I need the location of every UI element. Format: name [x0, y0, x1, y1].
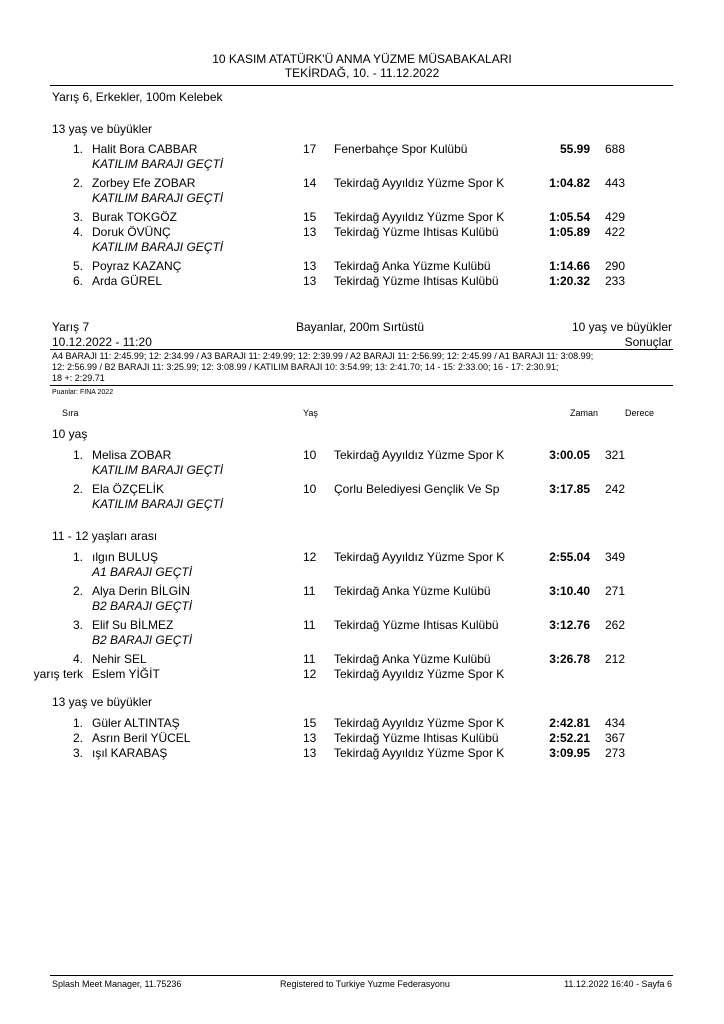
document-title: 10 KASIM ATATÜRK'Ü ANMA YÜZME MÜSABAKALARI — [212, 52, 512, 66]
swimmer-name: ışıl KARABAŞ — [92, 746, 168, 760]
swimmer-name: Güler ALTINTAŞ — [92, 716, 180, 730]
result-rank: 2. — [72, 731, 83, 745]
race7-status: Sonuçlar — [624, 335, 672, 349]
club-name: Tekirdağ Anka Yüzme Kulübü — [334, 652, 491, 666]
result-time: 55.99 — [559, 142, 590, 156]
result-rank: 4. — [72, 225, 83, 239]
swimmer-name: ılgın BULUŞ — [92, 550, 159, 564]
swimmer-age: 14 — [303, 176, 317, 190]
club-name: Tekirdağ Ayyıldız Yüzme Spor K — [334, 448, 505, 462]
qualification-note: B2 BARAJI GEÇTİ — [92, 633, 193, 647]
qualification-note: KATILIM BARAJI GEÇTİ — [92, 191, 224, 205]
qualification-note: B2 BARAJI GEÇTİ — [92, 599, 193, 613]
swimmer-age: 10 — [303, 448, 317, 462]
result-time: 2:42.81 — [549, 716, 590, 730]
result-time: 1:14.66 — [549, 259, 590, 273]
club-name: Tekirdağ Ayyıldız Yüzme Spor K — [334, 210, 505, 224]
swimmer-age: 12 — [303, 550, 317, 564]
result-points: 429 — [605, 210, 626, 224]
result-points: 349 — [605, 550, 626, 564]
club-name: Tekirdağ Yüzme Ihtisas Kulübü — [334, 731, 499, 745]
result-rank: 1. — [72, 448, 83, 462]
limit-line-1: A4 BARAJI 11: 2:45.99; 12: 2:34.99 / A3 BARAJI 11: 2:49.99; 12: 2:39.99 / A2 BARAJI 11: 2:56.99; 12: 2:45.99 / A1 BARAJI 11: 3:08.99; — [52, 351, 594, 361]
club-name: Tekirdağ Ayyıldız Yüzme Spor K — [334, 746, 505, 760]
swimmer-name: Elif Su BİLMEZ — [92, 618, 174, 632]
result-points: 242 — [605, 482, 626, 496]
swimmer-age: 11 — [303, 652, 316, 666]
club-name: Tekirdağ Yüzme Ihtisas Kulübü — [334, 225, 499, 239]
age-group-label: 13 yaş ve büyükler — [52, 695, 153, 709]
result-rank: 4. — [72, 652, 83, 666]
swimmer-name: Nehir SEL — [92, 652, 147, 666]
race7-datetime: 10.12.2022 - 11:20 — [52, 335, 152, 349]
result-rank: yarış terk — [33, 667, 83, 681]
qualification-note: KATILIM BARAJI GEÇTİ — [92, 497, 224, 511]
club-name: Tekirdağ Yüzme Ihtisas Kulübü — [334, 618, 499, 632]
club-name: Fenerbahçe Spor Kulübü — [334, 142, 468, 156]
swimmer-name: Asrın Beril YÜCEL — [92, 731, 191, 745]
footer-divider — [50, 975, 673, 976]
footer-software: Splash Meet Manager, 11.75236 — [52, 979, 182, 989]
club-name: Tekirdağ Yüzme Ihtisas Kulübü — [334, 274, 499, 288]
result-time: 3:17.85 — [549, 482, 590, 496]
qualification-note: KATILIM BARAJI GEÇTİ — [92, 240, 224, 254]
limit-line-2: 12: 2:56.99 / B2 BARAJI 11: 3:25.99; 12: 3:08.99 / KATILIM BARAJI 10: 3:54.99; 13: 2:41.70; 14 - 15: 2:33.00; 16 - 17: 2:30.91; — [52, 362, 559, 372]
race7-category: 10 yaş ve büyükler — [571, 320, 672, 334]
swimmer-age: 10 — [303, 482, 317, 496]
swimmer-age: 13 — [303, 746, 317, 760]
swimmer-age: 11 — [303, 618, 316, 632]
qualification-note: A1 BARAJI GEÇTİ — [92, 565, 193, 579]
footer-printed: 11.12.2022 16:40 - Sayfa 6 — [564, 979, 672, 989]
result-rank: 2. — [72, 482, 83, 496]
result-points: 688 — [605, 142, 626, 156]
swimmer-name: Alya Derin BİLGİN — [92, 584, 191, 598]
swimmer-name: Eslem YİĞİT — [92, 667, 160, 681]
document-subtitle: TEKİRDAĞ, 10. - 11.12.2022 — [284, 66, 440, 80]
qualification-note: KATILIM BARAJI GEÇTİ — [92, 157, 224, 171]
swimmer-name: Doruk ÖVÜNÇ — [92, 225, 171, 239]
result-points: 422 — [605, 225, 626, 239]
result-points: 443 — [605, 176, 626, 190]
result-points: 271 — [605, 584, 626, 598]
swimmer-age: 17 — [303, 142, 317, 156]
swimmer-name: Arda GÜREL — [92, 274, 163, 288]
result-time: 3:26.78 — [549, 652, 590, 666]
result-points: 321 — [605, 448, 626, 462]
swimmer-name: Zorbey Efe ZOBAR — [92, 176, 196, 190]
age-group-label: 10 yaş — [52, 427, 88, 441]
result-time: 2:55.04 — [549, 550, 590, 564]
swimmer-age: 11 — [303, 584, 316, 598]
club-name: Tekirdağ Ayyıldız Yüzme Spor K — [334, 667, 505, 681]
swimmer-name: Burak TOKGÖZ — [92, 210, 177, 224]
result-rank: 3. — [72, 210, 83, 224]
club-name: Tekirdağ Anka Yüzme Kulübü — [334, 259, 491, 273]
swimmer-age: 12 — [303, 667, 317, 681]
result-points: 233 — [605, 274, 626, 288]
club-name: Çorlu Belediyesi Gençlik Ve Sp — [334, 482, 500, 496]
swimmer-age: 15 — [303, 210, 317, 224]
result-rank: 1. — [72, 716, 83, 730]
result-time: 3:00.05 — [549, 448, 590, 462]
club-name: Tekirdağ Ayyıldız Yüzme Spor K — [334, 550, 505, 564]
result-time: 1:20.32 — [549, 274, 590, 288]
column-header-time: Zaman — [569, 408, 598, 418]
swimmer-age: 13 — [303, 274, 317, 288]
club-name: Tekirdağ Ayyıldız Yüzme Spor K — [334, 176, 505, 190]
swimmer-age: 15 — [303, 716, 317, 730]
points-note: Puanlar: FINA 2022 — [52, 389, 114, 396]
column-header-points: Derece — [624, 408, 654, 418]
result-rank: 2. — [72, 176, 83, 190]
result-rank: 3. — [72, 618, 83, 632]
club-name: Tekirdağ Ayyıldız Yüzme Spor K — [334, 716, 505, 730]
result-rank: 6. — [72, 274, 83, 288]
result-points: 212 — [605, 652, 626, 666]
race7-number: Yarış 7 — [52, 320, 90, 334]
result-time: 3:09.95 — [549, 746, 590, 760]
result-points: 262 — [605, 618, 626, 632]
swimmer-age: 13 — [303, 259, 317, 273]
age-group-label: 11 - 12 yaşları arası — [52, 529, 158, 543]
race7-divider-top — [50, 349, 673, 350]
result-rank: 5. — [72, 259, 83, 273]
club-name: Tekirdağ Anka Yüzme Kulübü — [334, 584, 491, 598]
swimmer-age: 13 — [303, 225, 317, 239]
result-time: 1:05.89 — [549, 225, 590, 239]
swimmer-name: Melisa ZOBAR — [92, 448, 172, 462]
result-rank: 2. — [72, 584, 83, 598]
result-rank: 1. — [72, 550, 83, 564]
result-time: 3:12.76 — [549, 618, 590, 632]
column-header-rank: Sıra — [62, 408, 79, 418]
race6-title: Yarış 6, Erkekler, 100m Kelebek — [52, 90, 223, 104]
result-time: 1:05.54 — [549, 210, 590, 224]
column-header-age: Yaş — [303, 408, 318, 418]
result-time: 3:10.40 — [549, 584, 590, 598]
race6-age-group: 13 yaş ve büyükler — [52, 122, 153, 136]
result-points: 367 — [605, 731, 626, 745]
header-divider — [50, 85, 673, 86]
swimmer-name: Poyraz KAZANÇ — [92, 259, 182, 273]
swimmer-name: Ela ÖZÇELİK — [92, 482, 165, 496]
result-time: 1:04.82 — [549, 176, 590, 190]
result-rank: 3. — [72, 746, 83, 760]
footer-registered: Registered to Turkiye Yuzme Federasyonu — [280, 979, 450, 989]
result-points: 273 — [605, 746, 626, 760]
result-rank: 1. — [72, 142, 83, 156]
race7-divider-bottom — [50, 385, 673, 386]
race7-event: Bayanlar, 200m Sırtüstü — [296, 320, 425, 334]
swimmer-name: Halit Bora CABBAR — [92, 142, 198, 156]
result-points: 290 — [605, 259, 626, 273]
result-time: 2:52.21 — [549, 731, 590, 745]
swimmer-age: 13 — [303, 731, 317, 745]
limit-line-3: 18 +: 2:29.71 — [52, 373, 105, 383]
result-points: 434 — [605, 716, 626, 730]
qualification-note: KATILIM BARAJI GEÇTİ — [92, 463, 224, 477]
